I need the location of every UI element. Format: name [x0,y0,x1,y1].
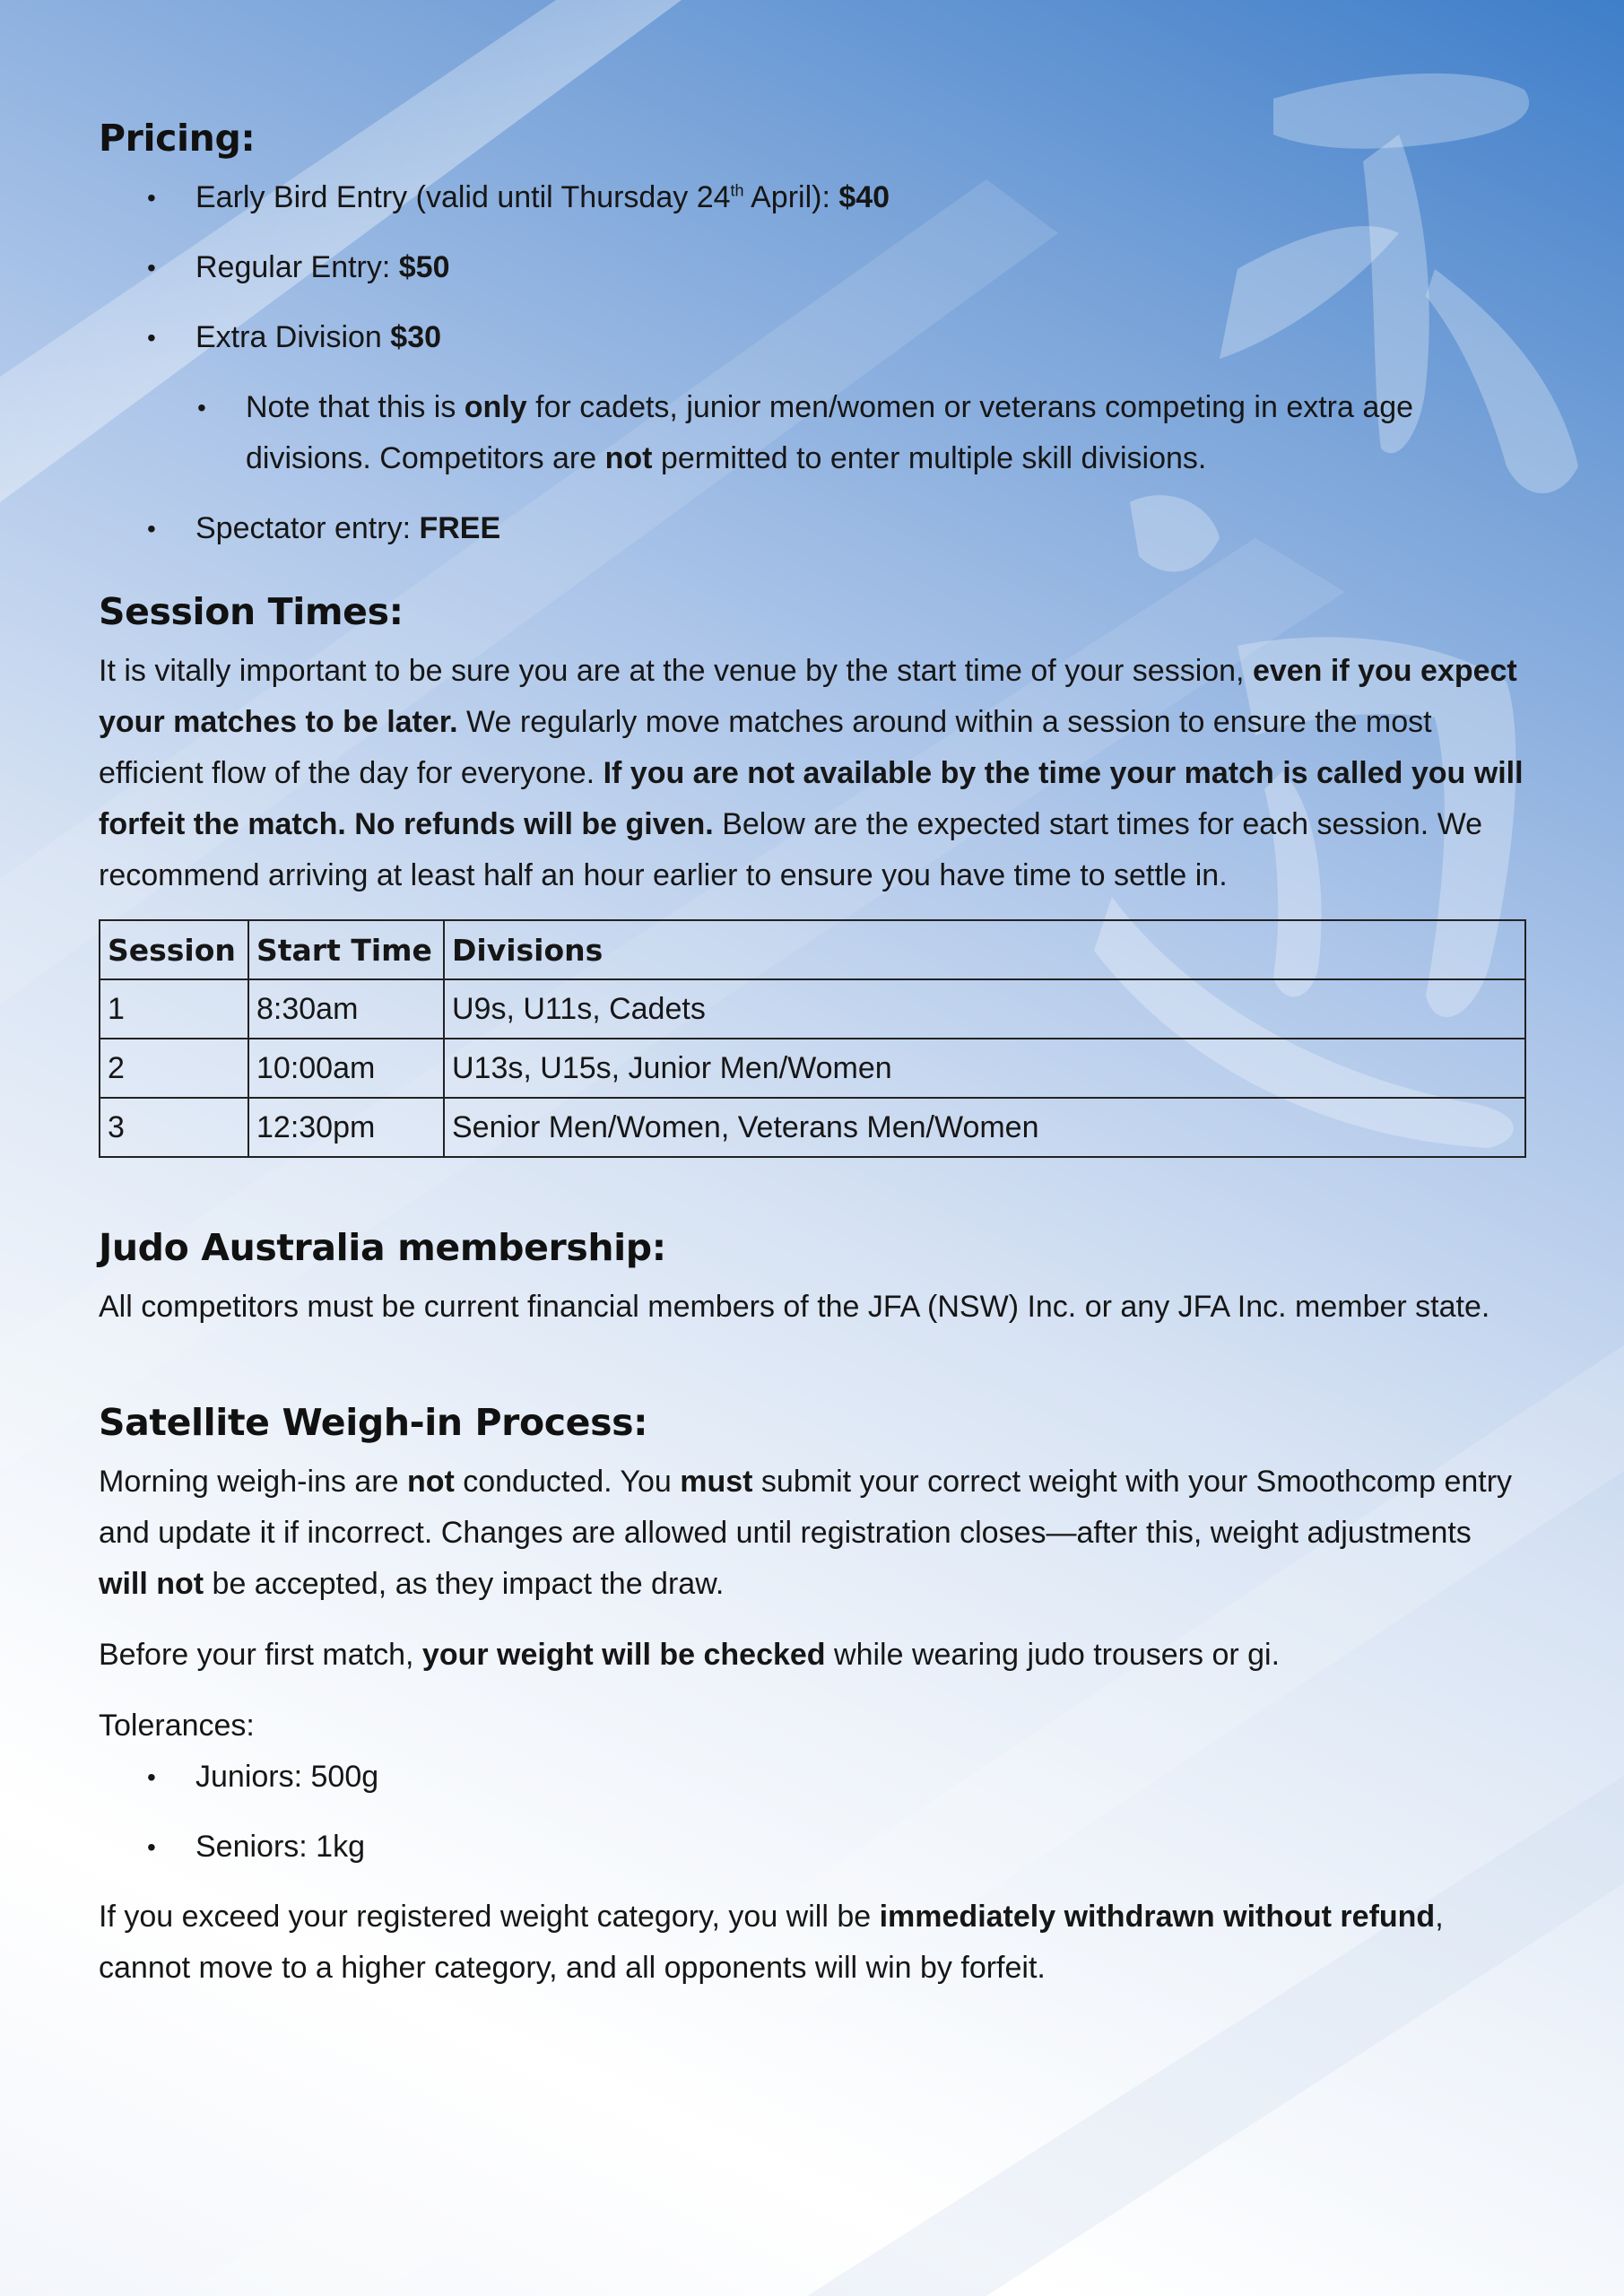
tolerances-label: Tolerances: [99,1709,255,1743]
start-time-cell: 12:30pm [248,1098,444,1157]
bullet-icon: • [147,515,156,543]
membership-section [99,1226,1526,1333]
table-row [100,979,1525,1039]
weigh-in-paragraph-3: If you exceed your registered weight category, you will be immediately withdrawn without refund, cannot move to a higher category, and all opponents will win by forfeit. [99,1900,1444,1985]
bullet-icon: • [147,1763,156,1791]
regular-price: $50 [398,250,450,284]
divisions-cell: Senior Men/Women, Veterans Men/Women [444,1098,1525,1157]
divisions-cell: U9s, U11s, Cadets [444,979,1525,1039]
weigh-in-paragraph-2: Before your first match, your weight will be checked while wearing judo trousers or gi. [99,1638,1281,1672]
list-item-early-bird: • Early Bird Entry (valid until Thursday 24th April): $40 [99,172,1526,223]
table-header-row [100,920,1525,979]
column-header-start-time: Start Time [248,920,444,979]
bullet-icon: • [147,254,156,282]
document-page [99,117,1526,1994]
membership-heading: Judo Australia membership: [99,1226,666,1269]
table-row [100,1098,1525,1157]
session-cell: 3 [100,1098,248,1157]
bullet-icon: • [147,184,156,212]
tolerances-list [99,1752,1526,1873]
start-time-cell: 8:30am [248,979,444,1039]
column-header-divisions: Divisions [444,920,1525,979]
session-cell: 2 [100,1039,248,1098]
table-row [100,1039,1525,1098]
weigh-in-paragraph-1: Morning weigh-ins are not conducted. You must submit your correct weight with your Smoothcomp entry and update it if incorrect. Changes are allowed until registration closes—after this, weight adjustments will not be accepted, as they impact the draw. [99,1465,1513,1601]
list-item-extra-division-note: • Note that this is only for cadets, junior men/women or veterans competing in extra age divisions. Competitors are not permitted to enter multiple skill divisions. [99,382,1526,484]
session-times-table [99,919,1526,1158]
list-item: • Juniors: 500g [99,1752,1526,1803]
bullet-icon: • [147,324,156,352]
pricing-section [99,117,1526,554]
weigh-in-section [99,1401,1526,1994]
list-item-regular: • Regular Entry: $50 [99,242,1526,293]
pricing-heading: Pricing: [99,117,256,160]
session-times-paragraph: It is vitally important to be sure you are at the venue by the start time of your session, even if you expect your matches to be later. We regularly move matches around within a session to ensure the most efficient flow of the day for everyone. If you are not available by the time your match is called you will forfeit the match. No refunds will be given. Below are the expected start times for each session. We recommend arriving at least half an hour earlier to ensure you have time to settle in. [99,654,1524,892]
list-item-spectator: • Spectator entry: FREE [99,503,1526,554]
bullet-icon: • [147,1833,156,1861]
session-cell: 1 [100,979,248,1039]
pricing-list [99,172,1526,554]
session-times-heading: Session Times: [99,590,404,633]
extra-division-price: $30 [390,320,442,354]
bullet-icon: • [197,394,206,422]
spectator-price: FREE [419,511,501,545]
membership-paragraph: All competitors must be current financial members of the JFA (NSW) Inc. or any JFA Inc. member state. [99,1290,1490,1324]
list-item: • Seniors: 1kg [99,1822,1526,1873]
session-times-section [99,590,1526,1158]
start-time-cell: 10:00am [248,1039,444,1098]
weigh-in-heading: Satellite Weigh-in Process: [99,1401,648,1444]
early-bird-price: $40 [838,180,890,214]
divisions-cell: U13s, U15s, Junior Men/Women [444,1039,1525,1098]
column-header-session: Session [100,920,248,979]
list-item-extra-division: • Extra Division $30 [99,312,1526,363]
